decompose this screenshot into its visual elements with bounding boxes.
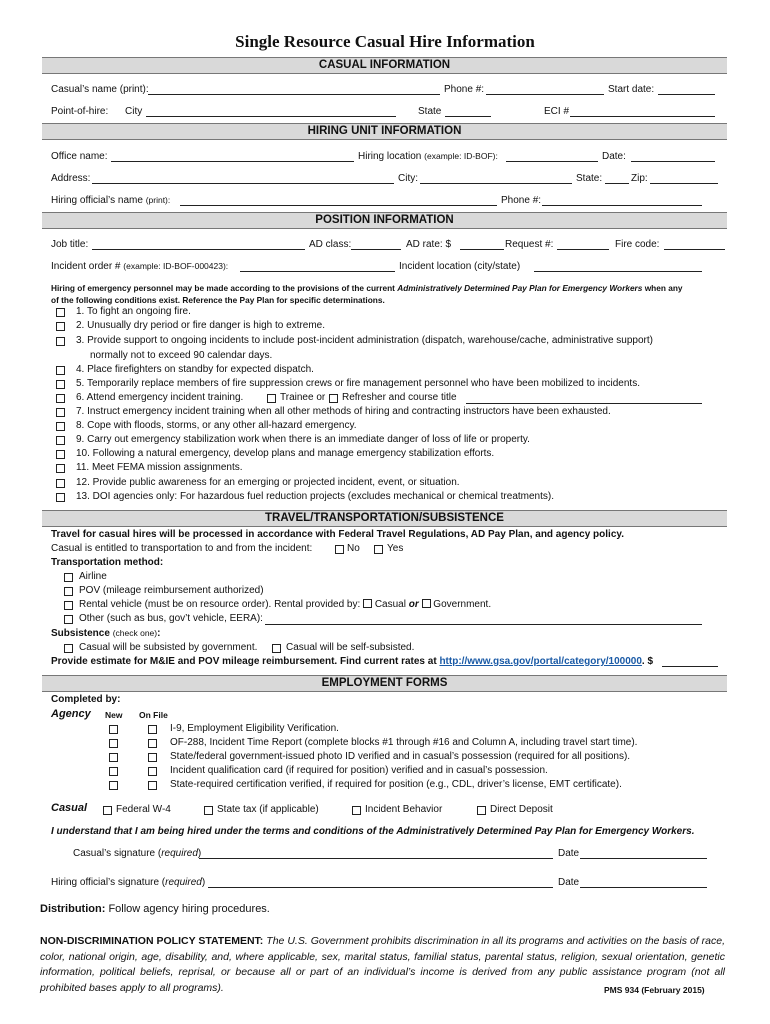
condition-checkbox[interactable] — [56, 450, 65, 459]
section-header-position: POSITION INFORMATION — [42, 212, 727, 229]
address-state-label: State: — [576, 173, 603, 184]
address-city-label: City: — [398, 173, 418, 184]
agency-form-item: OF-288, Incident Time Report (complete blocks #1 through #16 and Column A, including travel start time). — [170, 737, 638, 748]
condition-item: 9. Carry out emergency stabilization work when there is an immediate danger of loss of life or property. — [76, 434, 530, 445]
condition-item: 12. Provide public awareness for an emerging or projected incident, event, or situation. — [76, 477, 460, 488]
subsistence-label: Subsistence (check one): — [51, 628, 161, 639]
ad-rate-field[interactable] — [460, 249, 504, 250]
trainee-label: Trainee or — [280, 392, 326, 403]
hiring-signature-date-field[interactable] — [580, 887, 707, 888]
condition-checkbox[interactable] — [56, 479, 65, 488]
incident-location-label: Incident location (city/state) — [399, 261, 521, 272]
condition-3-continued: normally not to exceed 90 calendar days. — [90, 350, 273, 361]
condition-item: 2. Unusually dry period or fire danger is high to extreme. — [76, 320, 326, 331]
casual-form-item: Direct Deposit — [490, 804, 553, 815]
hiring-official-field[interactable] — [180, 205, 497, 206]
distribution-line: Distribution: Follow agency hiring procedures. — [40, 903, 270, 915]
job-title-field[interactable] — [92, 249, 305, 250]
hiring-signature-date-label: Date — [558, 877, 580, 888]
hiring-location-field[interactable] — [506, 161, 598, 162]
gsa-rates-link[interactable]: http://www.gsa.gov/portal/category/100000 — [439, 656, 642, 667]
address-label: Address: — [51, 173, 91, 184]
form-new-checkbox[interactable] — [109, 725, 118, 734]
form-on-file-checkbox[interactable] — [148, 725, 157, 734]
estimate-label: Provide estimate for M&IE and POV mileage reimbursement. Find current rates at http://www.gsa.gov/portal/category/100000. $ — [51, 656, 654, 667]
subsist-self-checkbox[interactable] — [272, 644, 281, 653]
form-new-checkbox[interactable] — [109, 781, 118, 790]
agency-form-item: Incident qualification card (if required for position) verified and in casual’s possession. — [170, 765, 548, 776]
rental-checkbox[interactable] — [64, 601, 73, 610]
condition-checkbox[interactable] — [56, 337, 65, 346]
casual-form-checkbox[interactable] — [352, 806, 361, 815]
subsist-gov-label: Casual will be subsisted by government. — [79, 642, 258, 653]
casual-form-checkbox[interactable] — [103, 806, 112, 815]
casual-name-field[interactable] — [148, 94, 440, 95]
address-city-field[interactable] — [420, 183, 572, 184]
completed-by-label: Completed by: — [51, 694, 121, 705]
condition-checkbox[interactable] — [56, 394, 65, 403]
eci-field[interactable] — [570, 116, 715, 117]
pay-plan-intro-2: of the following conditions exist. Reference the Pay Plan for specific determinations. — [51, 295, 385, 305]
travel-intro: Travel for casual hires will be processed in accordance with Federal Travel Regulations, AD Pay Plan, and agency policy. — [51, 529, 624, 540]
hiring-date-label: Date: — [602, 151, 626, 162]
condition-checkbox[interactable] — [56, 380, 65, 389]
form-on-file-checkbox[interactable] — [148, 739, 157, 748]
transport-yes-checkbox[interactable] — [374, 545, 383, 554]
request-label: Request #: — [505, 239, 554, 250]
casual-form-item: State tax (if applicable) — [217, 804, 319, 815]
condition-checkbox[interactable] — [56, 308, 65, 317]
casual-form-checkbox[interactable] — [204, 806, 213, 815]
casual-signature-date-label: Date — [558, 848, 580, 859]
casual-signature-field[interactable] — [199, 858, 553, 859]
office-name-field[interactable] — [111, 161, 354, 162]
hiring-location-label: Hiring location (example: ID-BOF): — [358, 151, 498, 162]
agency-form-item: State-required certification verified, if required for position (e.g., CDL, driver’s license, EMT certificate). — [170, 779, 622, 790]
incident-order-field[interactable] — [240, 271, 395, 272]
understanding-statement: I understand that I am being hired under the terms and conditions of the Administratively Determined Pay Plan for Emergency Workers. — [51, 826, 695, 837]
section-header-hiring: HIRING UNIT INFORMATION — [42, 123, 727, 140]
other-transport-field[interactable] — [265, 624, 702, 625]
zip-label: Zip: — [631, 173, 648, 184]
condition-item: 5. Temporarily replace members of fire suppression crews or fire management personnel who have been mobilized to incidents. — [76, 378, 640, 389]
form-new-checkbox[interactable] — [109, 767, 118, 776]
incident-order-label: Incident order # (example: ID-BOF-000423): — [51, 261, 229, 272]
condition-item: 11. Meet FEMA mission assignments. — [76, 462, 243, 473]
refresher-checkbox[interactable] — [329, 394, 338, 403]
hiring-phone-field[interactable] — [542, 205, 702, 206]
other-transport-checkbox[interactable] — [64, 615, 73, 624]
transport-no-label: No — [347, 543, 360, 554]
hiring-phone-label: Phone #: — [501, 195, 542, 206]
transport-yes-label: Yes — [387, 543, 404, 554]
form-on-file-checkbox[interactable] — [148, 753, 157, 762]
condition-item: 6. Attend emergency incident training. — [76, 392, 244, 403]
casual-phone-label: Phone #: — [444, 84, 485, 95]
page-title: Single Resource Casual Hire Information — [235, 32, 535, 51]
form-new-checkbox[interactable] — [109, 753, 118, 762]
transport-method-label: Transportation method: — [51, 557, 164, 568]
agency-label: Agency — [51, 708, 91, 720]
refresher-label: Refresher and course title — [342, 392, 457, 403]
form-on-file-checkbox[interactable] — [148, 781, 157, 790]
condition-checkbox[interactable] — [56, 422, 65, 431]
rental-government-checkbox[interactable] — [422, 599, 431, 608]
office-name-label: Office name: — [51, 151, 108, 162]
agency-form-item: I-9, Employment Eligibility Verification. — [170, 723, 339, 734]
form-id: PMS 934 (February 2015) — [604, 985, 705, 995]
condition-checkbox[interactable] — [56, 322, 65, 331]
condition-item: 10. Following a natural emergency, develop plans and manage emergency stabilization efforts. — [76, 448, 495, 459]
section-header-travel: TRAVEL/TRANSPORTATION/SUBSISTENCE — [42, 510, 727, 527]
pov-checkbox[interactable] — [64, 587, 73, 596]
request-field[interactable] — [557, 249, 609, 250]
subsist-gov-checkbox[interactable] — [64, 644, 73, 653]
poh-city-label: City — [125, 106, 143, 117]
condition-checkbox[interactable] — [56, 408, 65, 417]
job-title-label: Job title: — [51, 239, 89, 250]
casual-forms-label: Casual — [51, 802, 88, 814]
nondiscrimination-statement: NON-DISCRIMINATION POLICY STATEMENT: The U.S. Government prohibits discrimination in all its programs and activities on the basis of race, color, national origin, age, disability, and, where applicable, sex, marital status, familial status, parental status, religion, sexual orientation, genetic information, political beliefs, reprisal, or because all or part of an individual’s income is derived from any public assistance program (not all prohibited bases apply to all programs). — [40, 935, 726, 994]
casual-start-label: Start date: — [608, 84, 655, 95]
ad-class-label: AD class: — [309, 239, 352, 250]
condition-item: 4. Place firefighters on standby for expected dispatch. — [76, 364, 314, 375]
point-of-hire-label: Point-of-hire: — [51, 106, 109, 117]
pov-label: POV (mileage reimbursement authorized) — [79, 585, 264, 596]
condition-item: 3. Provide support to ongoing incidents to include post-incident administration (dispatch, warehouse/cache, administrative support) — [76, 335, 653, 346]
trainee-checkbox[interactable] — [267, 394, 276, 403]
pay-plan-intro: Hiring of emergency personnel may be made according to the provisions of the current Administratively Determined Pay Plan for Emergency Workers when any — [51, 283, 683, 293]
address-field[interactable] — [92, 183, 394, 184]
hiring-signature-label: Hiring official’s signature (required) — [51, 877, 206, 888]
ad-rate-label: AD rate: $ — [406, 239, 452, 250]
course-title-field[interactable] — [466, 403, 702, 404]
condition-item: 1. To fight an ongoing fire. — [76, 306, 191, 317]
hiring-date-field[interactable] — [631, 161, 715, 162]
on-file-column-label: On File — [139, 710, 168, 720]
transport-entitled-label: Casual is entitled to transportation to and from the incident: — [51, 543, 313, 554]
condition-item: 13. DOI agencies only: For hazardous fuel reduction projects (excludes mechanical or chemical treatments). — [76, 491, 555, 502]
other-transport-label: Other (such as bus, gov’t vehicle, EERA): — [79, 613, 263, 624]
poh-state-label: State — [418, 106, 442, 117]
condition-checkbox[interactable] — [56, 464, 65, 473]
ad-class-field[interactable] — [351, 249, 401, 250]
casual-form-checkbox[interactable] — [477, 806, 486, 815]
condition-checkbox[interactable] — [56, 493, 65, 502]
casual-signature-date-field[interactable] — [580, 858, 707, 859]
airline-label: Airline — [79, 571, 107, 582]
hiring-signature-field[interactable] — [208, 887, 553, 888]
fire-code-field[interactable] — [664, 249, 725, 250]
new-column-label: New — [105, 710, 123, 720]
agency-form-item: State/federal government-issued photo ID verified and in casual’s possession (required for all positions). — [170, 751, 631, 762]
casual-signature-label: Casual’s signature (required) — [73, 848, 202, 859]
transport-no-checkbox[interactable] — [335, 545, 344, 554]
casual-name-label: Casual’s name (print): — [51, 84, 149, 95]
incident-location-field[interactable] — [534, 271, 702, 272]
condition-checkbox[interactable] — [56, 366, 65, 375]
rental-casual-checkbox[interactable] — [363, 599, 372, 608]
poh-city-field[interactable] — [146, 116, 396, 117]
address-state-field[interactable] — [605, 183, 629, 184]
condition-item: 7. Instruct emergency incident training when all other methods of hiring and contracting instructors have been exhausted. — [76, 406, 611, 417]
condition-checkbox[interactable] — [56, 436, 65, 445]
form-on-file-checkbox[interactable] — [148, 767, 157, 776]
rental-label: Rental vehicle (must be on resource order). Rental provided by: Casual or Government. — [79, 599, 492, 610]
casual-form-item: Federal W-4 — [116, 804, 171, 815]
condition-item: 8. Cope with floods, storms, or any other all-hazard emergency. — [76, 420, 357, 431]
form-new-checkbox[interactable] — [109, 739, 118, 748]
casual-phone-field[interactable] — [486, 94, 604, 95]
casual-form-item: Incident Behavior — [365, 804, 443, 815]
fire-code-label: Fire code: — [615, 239, 660, 250]
airline-checkbox[interactable] — [64, 573, 73, 582]
casual-start-field[interactable] — [658, 94, 715, 95]
zip-field[interactable] — [650, 183, 718, 184]
poh-state-field[interactable] — [445, 116, 491, 117]
section-header-casual: CASUAL INFORMATION — [42, 57, 727, 74]
hiring-official-label: Hiring official’s name (print): — [51, 195, 171, 206]
section-header-forms: EMPLOYMENT FORMS — [42, 675, 727, 692]
subsist-self-label: Casual will be self-subsisted. — [286, 642, 415, 653]
estimate-amount-field[interactable] — [662, 666, 718, 667]
eci-label: ECI # — [544, 106, 570, 117]
